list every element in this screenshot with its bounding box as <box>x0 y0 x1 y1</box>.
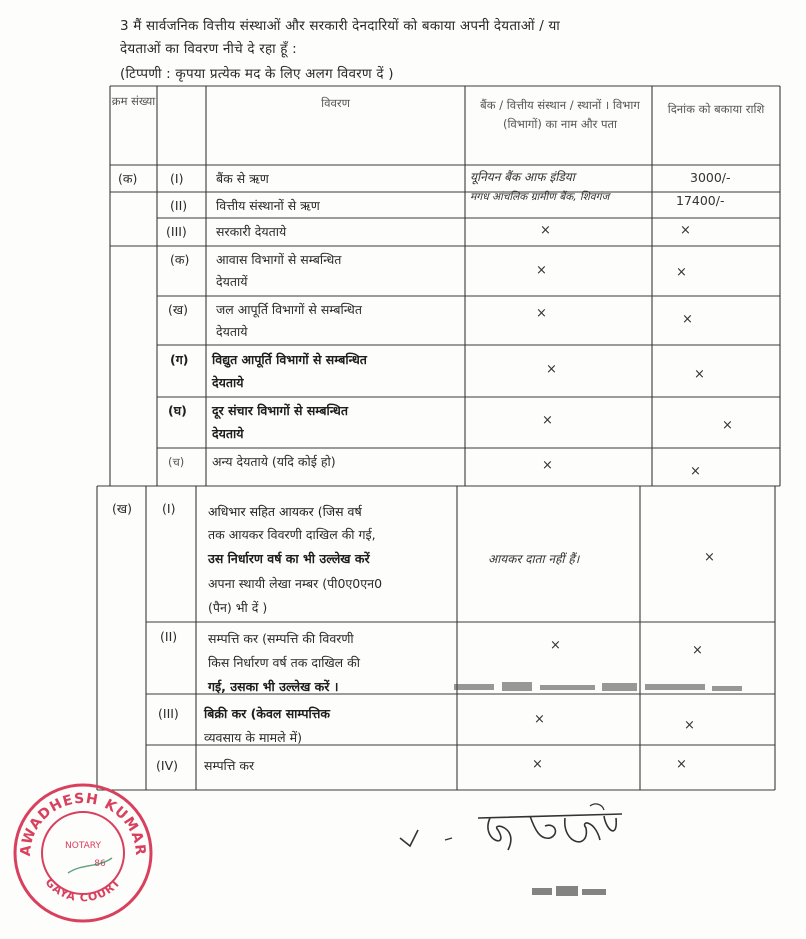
svg-text:GAYA COURT: GAYA COURT <box>42 875 124 905</box>
row-bank-mark: × <box>532 757 543 772</box>
svg-text:86: 86 <box>94 859 106 869</box>
row-bank-mark: × <box>534 712 545 727</box>
intro-line-1: 3 मैं सार्वजनिक वित्तीय संस्थाओं और सरकारी देनदारियों को बकाया अपनी देयताओं / या <box>120 18 560 34</box>
row-description-line: देयताये <box>212 426 244 441</box>
header-due: दिनांक को बकाया राशि <box>667 102 765 116</box>
row-description-line: देयताये <box>212 375 244 390</box>
row-due-mark: × <box>694 367 705 382</box>
row-description: सरकारी देयताये <box>216 224 287 239</box>
row-bank-mark: × <box>542 458 553 473</box>
row-due-mark: × <box>680 223 691 238</box>
row-bank-name: मगध आंचलिक ग्रामीण बैंक, शिवगंज <box>470 191 610 203</box>
row-description-line: बिक्री कर (केवल साम्पत्तिक <box>204 706 330 721</box>
row-description-line: किस निर्धारण वर्ष तक दाखिल की <box>208 655 360 670</box>
row-description-line: अपना स्थायी लेखा नम्बर (पी0ए0एन0 <box>208 576 383 591</box>
row-description-line: तक आयकर विवरणी दाखिल की गई, <box>208 527 376 542</box>
scan-smudge <box>450 678 750 700</box>
header-serial: क्रम संख्या <box>111 94 156 108</box>
row-due-mark: × <box>704 550 715 565</box>
row-group-label: (ख) <box>112 501 132 516</box>
row-description: सम्पत्ति कर <box>204 758 255 773</box>
row-description-line: देयतायें <box>216 274 248 289</box>
row-bank-mark: × <box>546 362 557 377</box>
row-description-line: (पैन) भी दें ) <box>208 600 268 615</box>
row-bank-name: यूनियन बैंक आफ इंडिया <box>470 170 575 184</box>
row-sub-label: (घ) <box>168 403 187 418</box>
header-bank: बैंक / वित्तीय संस्थान / स्थानों । विभाग (विभागों) का नाम और पता <box>480 98 640 131</box>
scan-smudge <box>530 882 610 902</box>
row-due-amount: 3000/- <box>690 170 731 185</box>
row-description-line: आवास विभागों से सम्बन्धित <box>216 252 342 267</box>
header-details: विवरण <box>321 96 350 110</box>
row-bank-mark: × <box>550 638 561 653</box>
row-sub-label: (II) <box>170 198 188 213</box>
row-bank-mark: × <box>536 306 547 321</box>
row-description-line: व्यवसाय के मामले में) <box>204 730 302 745</box>
row-sub-label: (ख) <box>168 302 188 317</box>
row-due-mark: × <box>722 418 733 433</box>
row-bank-mark: × <box>536 263 547 278</box>
row-description-line: विद्युत आपूर्ति विभागों से सम्बन्धित <box>212 352 367 367</box>
row-bank-note: आयकर दाता नहीं हैं। <box>488 552 580 566</box>
row-due-mark: × <box>682 312 693 327</box>
row-description-line: गई, उसका भी उल्लेख करें । <box>208 679 339 694</box>
row-sub-label: (IV) <box>156 758 178 773</box>
row-bank-mark: × <box>540 223 551 238</box>
row-sub-label: (III) <box>166 224 187 239</box>
row-due-mark: × <box>692 643 703 658</box>
row-due-amount: 17400/- <box>676 193 725 208</box>
row-description-line: उस निर्धारण वर्ष का भी उल्लेख करें <box>208 551 370 566</box>
signature <box>390 800 630 870</box>
row-description-line: दूर संचार विभागों से सम्बन्धित <box>212 403 348 418</box>
row-due-mark: × <box>676 265 687 280</box>
svg-text:AWADHESH KUMAR: AWADHESH KUMAR <box>17 790 149 857</box>
row-description-line: देयताये <box>216 324 248 339</box>
intro-line-2: देयताओं का विवरण नीचे दे रहा हूँ : <box>120 41 297 57</box>
row-sub-label: (च) <box>168 455 185 469</box>
row-sub-label: (III) <box>158 706 179 721</box>
row-description-line: अधिभार सहित आयकर (जिस वर्ष <box>208 504 362 519</box>
row-description: वित्तीय संस्थानों से ऋण <box>216 198 320 213</box>
row-sub-label: (I) <box>170 171 184 186</box>
row-group-label: (क) <box>118 171 138 186</box>
row-sub-label: (क) <box>170 252 190 267</box>
row-sub-label: (II) <box>160 629 178 644</box>
row-sub-label: (I) <box>162 501 176 516</box>
row-due-mark: × <box>684 718 695 733</box>
svg-text:NOTARY: NOTARY <box>65 841 101 851</box>
row-description-line: जल आपूर्ति विभागों से सम्बन्धित <box>216 302 362 317</box>
notary-stamp <box>8 778 158 928</box>
row-description: अन्य देयताये (यदि कोई हो) <box>212 454 336 469</box>
row-due-mark: × <box>676 757 687 772</box>
intro-note: (टिप्पणी : कृपया प्रत्येक मद के लिए अलग विवरण दें ) <box>120 66 394 82</box>
row-due-mark: × <box>690 464 701 479</box>
row-description-line: सम्पत्ति कर (सम्पत्ति की विवरणी <box>208 631 354 646</box>
row-bank-mark: × <box>542 413 553 428</box>
row-description: बैंक से ऋण <box>216 171 269 186</box>
row-sub-label: (ग) <box>170 352 189 367</box>
